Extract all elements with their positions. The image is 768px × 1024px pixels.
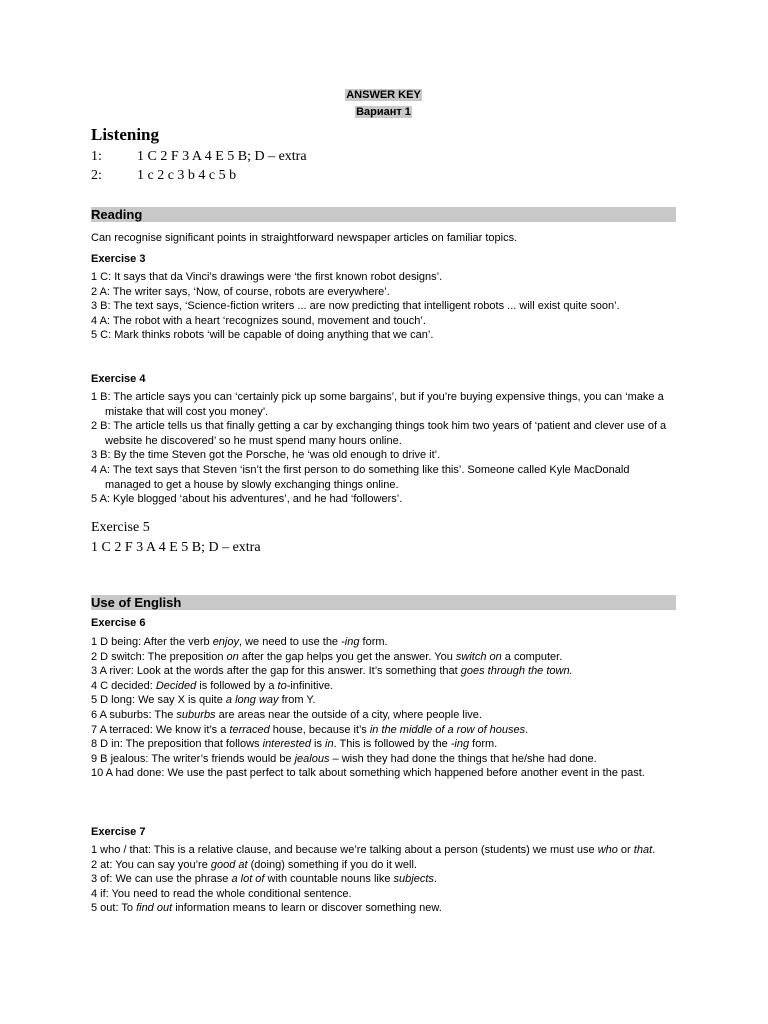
reading-intro: Can recognise significant points in straightforward newspaper articles on familiar topics. — [91, 232, 518, 244]
exercise-6-heading: Exercise 6 — [91, 617, 146, 629]
list-item: 1 D being: After the verb enjoy, we need to use the -ing form. — [91, 636, 388, 648]
answer-key-title: ANSWER KEY — [346, 89, 421, 101]
list-item: 2 A: The writer says, ‘Now, of course, robots are everywhere’. — [91, 285, 390, 298]
list-item: 3 B: The text says, ‘Science-fiction writers ... are now predicting that intelligent robots ... will exist quite soon’. — [91, 300, 620, 313]
reading-heading: Reading — [91, 207, 676, 222]
list-item: 2 D switch: The preposition on after the gap helps you get the answer. You switch on a computer. — [91, 650, 563, 663]
exercise-7-list — [91, 843, 676, 916]
list-item: 7 A terraced: We know it’s a terraced house, because it’s in the middle of a row of houses. — [91, 723, 529, 736]
list-item: 3 B: By the time Steven got the Porsche, he ‘was old enough to drive it’. — [91, 449, 441, 462]
exercise-5-heading: Exercise 5 — [91, 520, 150, 535]
exercise-6-list — [91, 635, 676, 781]
list-item: 1 B: The article says you can ‘certainly pick up some bargains’, but if you’re buying expensive things, you can ‘make a mistake that will cost you money’. — [91, 391, 664, 418]
listening-row-2 — [91, 168, 236, 184]
list-item: 4 A: The text says that Steven ‘isn’t the first person to do something like this’. Someone called Kyle MacDonald managed to get a house by slowly exchanging things online. — [91, 463, 630, 491]
list-item: 9 B jealous: The writer’s friends would be jealous – wish they had done the things that he/she had done. — [91, 752, 597, 765]
list-item: 5 C: Mark thinks robots ‘will be capable of doing anything that we can’. — [91, 329, 434, 342]
list-item: 10 A had done: We use the past perfect to talk about something which happened before another event in the past. — [91, 767, 645, 780]
listening-answer: 1 c 2 c 3 b 4 c 5 b — [137, 168, 237, 183]
list-item: 3 A river: Look at the words after the gap for this answer. It’s something that goes through the town. — [91, 665, 573, 678]
exercise-3-heading: Exercise 3 — [91, 253, 146, 265]
listening-row-1 — [91, 149, 307, 165]
listening-num: 1: — [91, 149, 102, 164]
list-item: 4 if: You need to read the whole conditional sentence. — [91, 887, 352, 900]
list-item: 5 D long: We say X is quite a long way from Y. — [91, 694, 316, 707]
list-item: 1 who / that: This is a relative clause, and because we’re talking about a person (students) we must use who or that. — [91, 844, 656, 856]
use-of-english-heading: Use of English — [91, 595, 676, 610]
list-item: 4 A: The robot with a heart ‘recognizes sound, movement and touch’. — [91, 314, 426, 327]
list-item: 5 A: Kyle blogged ‘about his adventures’, and he had ‘followers’. — [91, 493, 403, 506]
list-item: 2 B: The article tells us that finally getting a car by exchanging things took him two years of ‘patient and clever use of a website he discovered’ so he must spend many hours online. — [91, 420, 667, 447]
list-item: 4 C decided: Decided is followed by a to-infinitive. — [91, 679, 334, 692]
exercise-4-heading: Exercise 4 — [91, 373, 146, 385]
listening-num: 2: — [91, 168, 102, 183]
list-item: 3 of: We can use the phrase a lot of with countable nouns like subjects. — [91, 873, 437, 886]
list-item: 2 at: You can say you’re good at (doing) something if you do it well. — [91, 858, 417, 871]
listening-answer: 1 C 2 F 3 A 4 E 5 B; D – extra — [137, 149, 307, 164]
variant-label: Вариант 1 — [356, 106, 411, 118]
list-item: 8 D in: The preposition that follows interested is in. This is followed by the -ing form. — [91, 738, 498, 751]
exercise-3-list — [91, 270, 676, 343]
list-item: 1 C: It says that da Vinci’s drawings were ‘the first known robot designs’. — [91, 271, 443, 283]
exercise-4-list — [91, 390, 676, 507]
listening-heading: Listening — [91, 125, 160, 144]
list-item: 5 out: To find out information means to learn or discover something new. — [91, 902, 442, 915]
list-item: 6 A suburbs: The suburbs are areas near the outside of a city, where people live. — [91, 708, 482, 721]
exercise-7-heading: Exercise 7 — [91, 826, 146, 838]
exercise-5-answer: 1 C 2 F 3 A 4 E 5 B; D – extra — [91, 540, 261, 555]
